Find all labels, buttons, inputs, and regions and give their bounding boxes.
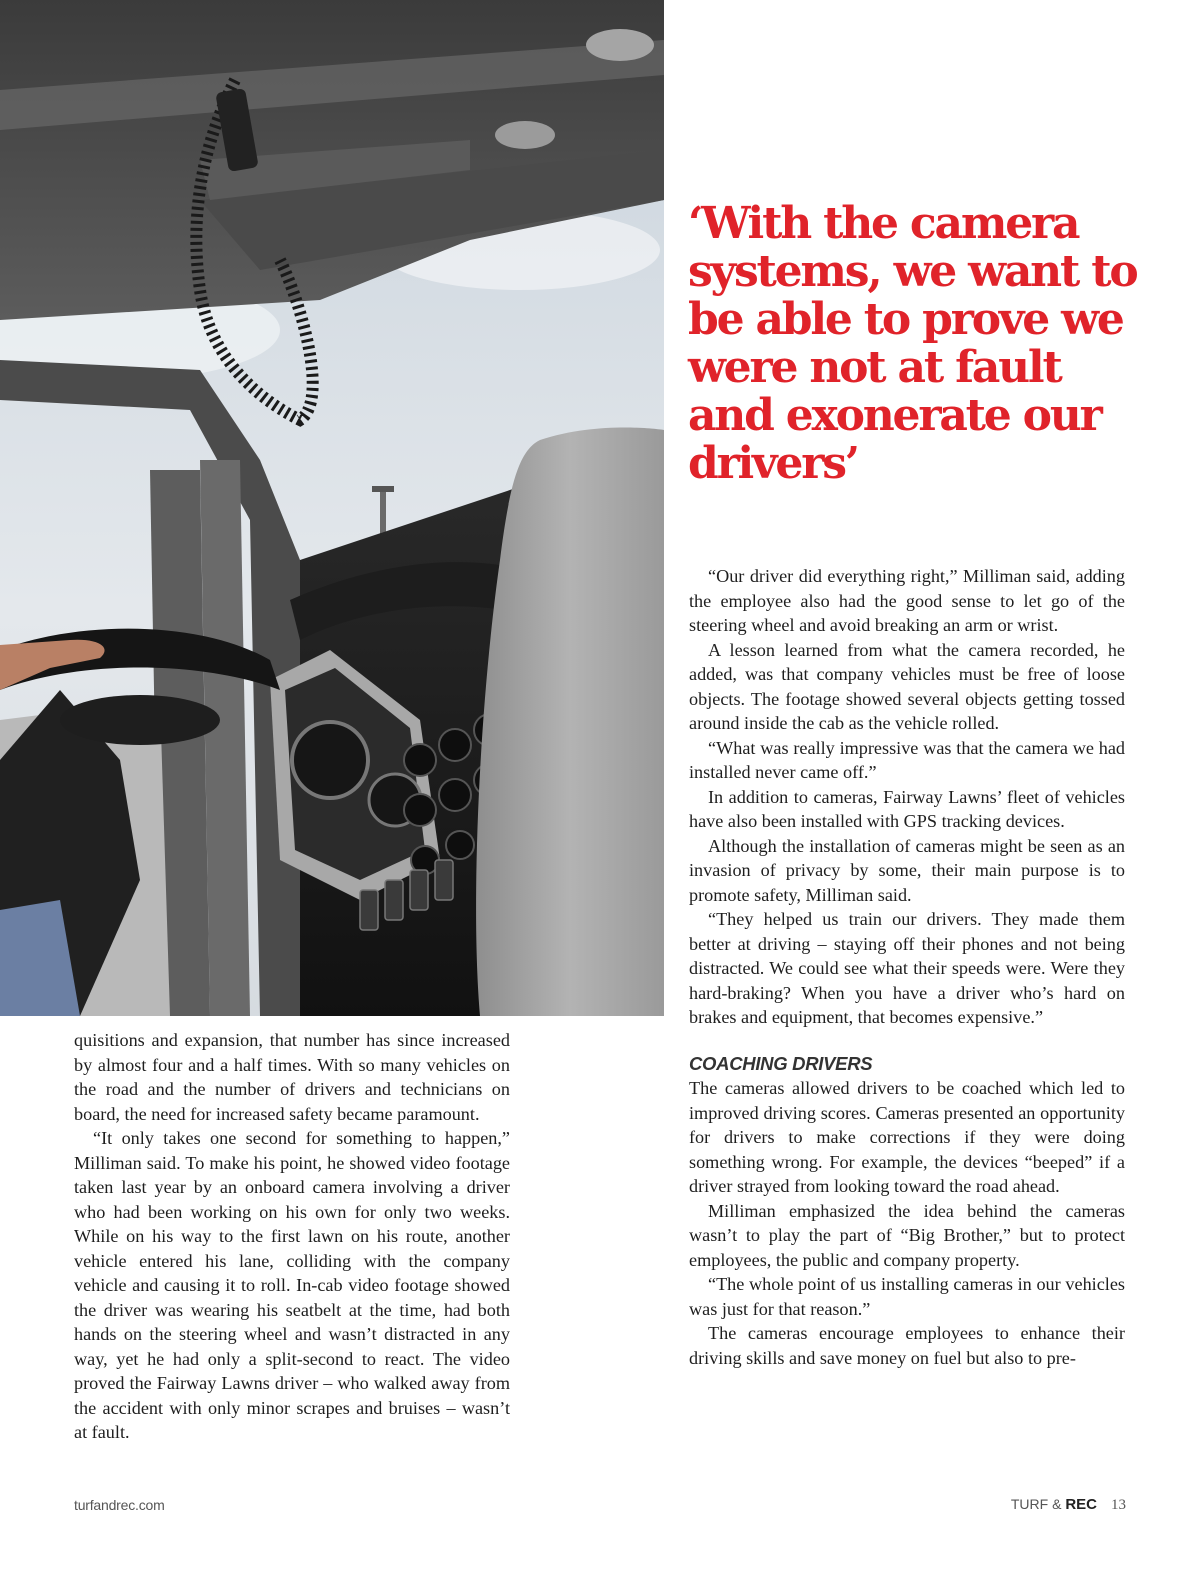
paragraph: “It only takes one second for something to happen,” Milliman said. To make his point, he showed video footage taken last year by an onboard camera involving a driver who had been working on his own for only two weeks. While on his way to the first lawn on his route, another vehicle entered his lane, colliding with the company vehicle and causing it to roll. In-cab video footage showed the driver was wearing his seatbelt at the time, had both hands on the steering wheel and wasn’t distracted in any way, yet he had only a split-second to react. The video proved the Fairway Lawns driver – who walked away from the accident with only minor scrapes and bruises – wasn’t at fault. [74, 1128, 510, 1442]
paragraph: quisitions and expansion, that number has since increased by almost four and a half times. With so many vehicles on the road and the number of drivers and technicians on board, the need for increased safety became paramount. [74, 1030, 510, 1124]
footer-brand [1011, 1496, 1126, 1514]
paragraph: “They helped us train our drivers. They made them better at driving – staying off their phones and not being distracted. We could see what their speeds were. Were they hard-braking? When you have a driver who’s hard on brakes and equipment, that becomes expensive.” [689, 909, 1125, 1027]
paragraph: Although the installation of cameras might be seen as an invasion of privacy by some, their main purpose is to promote safety, Milliman said. [689, 835, 1125, 905]
truck-cab-photo [0, 0, 664, 1016]
paragraph: “Our driver did everything right,” Milliman said, adding the employee also had the good sense to let go of the steering wheel and avoid breaking an arm or wrist. [689, 566, 1125, 635]
pull-quote: ‘With the camera systems, we want to be able to prove we were not at fault and exonerate our drivers’ [688, 198, 1137, 489]
section-subhead: COACHING DRIVERS [689, 1052, 873, 1074]
paragraph: “What was really impressive was that the camera we had installed never came off.” [689, 737, 1125, 782]
paragraph: Milliman emphasized the idea behind the cameras wasn’t to play the part of “Big Brother,” but to protect employees, the public and company property. [689, 1200, 1125, 1270]
paragraph: “The whole point of us installing cameras in our vehicles was just for that reason.” [689, 1274, 1125, 1319]
paragraph: A lesson learned from what the camera recorded, he added, was that company vehicles must be free of loose objects. The footage showed several objects getting tossed around inside the cab as the vehicle rolled. [689, 639, 1125, 733]
paragraph: In addition to cameras, Fairway Lawns’ fleet of vehicles have also been installed with GPS tracking devices. [689, 786, 1125, 831]
paragraph: The cameras allowed drivers to be coached which led to improved driving scores. Cameras presented an opportunity for drivers to make corrections if they were doing something wrong. For example, the devices “beeped” if a driver strayed from looking toward the road ahead. [689, 1078, 1125, 1196]
left-column [74, 1028, 510, 1445]
right-column [689, 564, 1125, 1370]
paragraph: The cameras encourage employees to enhance their driving skills and save money on fuel but also to pre- [689, 1323, 1125, 1368]
brand-bold: REC [1065, 1496, 1097, 1513]
footer-website: turfandrec.com [74, 1497, 165, 1513]
page-number: 13 [1111, 1497, 1126, 1513]
brand-prefix: TURF & [1010, 1496, 1066, 1512]
